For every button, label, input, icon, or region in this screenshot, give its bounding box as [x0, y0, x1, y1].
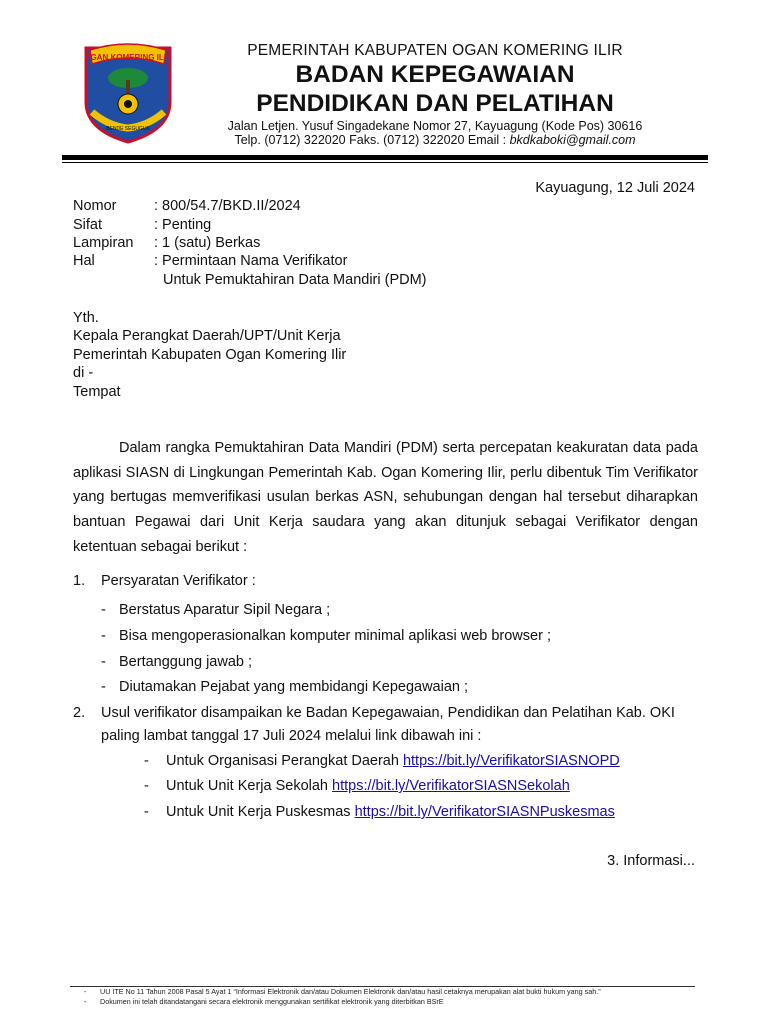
list-item-1-title: Persyaratan Verifikator :: [101, 573, 256, 589]
svg-text:OGAN KOMERING ILIR: OGAN KOMERING ILIR: [84, 53, 172, 62]
regency-logo: [78, 40, 178, 145]
recipient-line: Pemerintah Kabupaten Ogan Komering Ilir: [73, 347, 347, 363]
link-row-sekolah: [166, 777, 570, 795]
footer-dash: -: [84, 997, 87, 1006]
letterhead-divider-thick: [62, 155, 708, 160]
contact-phone-fax: Telp. (0712) 322020 Faks. (0712) 322020 Email :: [234, 133, 510, 147]
link-prefix: Untuk Unit Kerja Puskesmas: [166, 804, 355, 820]
svg-text:BENDE SEGUGUK: BENDE SEGUGUK: [106, 126, 150, 132]
meta-label-lampiran: Lampiran: [73, 235, 134, 251]
meta-label-hal: Hal: [73, 253, 95, 269]
dash-bullet: -: [101, 628, 106, 644]
letterhead-divider-thin: [62, 162, 708, 163]
requirement-item: Diutamakan Pejabat yang membidangi Kepegawaian ;: [119, 679, 469, 695]
list-number-2: 2.: [73, 705, 86, 721]
link-verifikator-puskesmas[interactable]: https://bit.ly/VerifikatorSIASNPuskesmas: [354, 804, 615, 820]
agency-name-line1: BADAN KEPEGAWAIAN: [295, 61, 575, 88]
list-number-1: 1.: [73, 573, 86, 589]
link-row-opd: [166, 752, 620, 770]
page-continuation: 3. Informasi...: [607, 853, 695, 869]
recipient-salutation: Yth.: [73, 310, 99, 326]
dash-bullet: -: [101, 654, 106, 670]
meta-label-nomor: Nomor: [73, 198, 117, 214]
agency-name-line2: PENDIDIKAN DAN PELATIHAN: [256, 90, 614, 117]
regency-emblem-icon: [78, 40, 178, 145]
requirement-item: Berstatus Aparatur Sipil Negara ;: [119, 602, 331, 618]
meta-label-sifat: Sifat: [73, 217, 103, 233]
meta-value-nomor: : 800/54.7/BKD.II/2024: [154, 198, 301, 214]
footer-note-ite: UU ITE No 11 Tahun 2008 Pasal 5 Ayat 1 “Informasi Elektronik dan/atau Dokumen Elektronik dan/atau hasil cetaknya merupakan alat bukti hukum yang sah.”: [100, 987, 601, 996]
meta-value-lampiran: : 1 (satu) Berkas: [154, 235, 261, 251]
recipient-line: di -: [73, 365, 94, 381]
meta-subject-continuation: Untuk Pemuktahiran Data Mandiri (PDM): [163, 272, 427, 288]
recipient-line: Tempat: [73, 384, 121, 400]
requirement-item: Bertanggung jawab ;: [119, 654, 253, 670]
link-row-puskesmas: [166, 803, 615, 821]
agency-address: Jalan Letjen. Yusuf Singadekane Nomor 27, Kayuagung (Kode Pos) 30616: [227, 119, 643, 133]
government-name: PEMERINTAH KABUPATEN OGAN KOMERING ILIR: [247, 42, 623, 59]
link-prefix: Untuk Organisasi Perangkat Daerah: [166, 753, 403, 769]
body-paragraph: Dalam rangka Pemuktahiran Data Mandiri (PDM) serta percepatan keakuratan data pada aplikasi SIASN di Lingkungan Pemerintah Kab. Ogan Komering Ilir, perlu dibentuk Tim Verifikator yang bertugas memverifikasi usulan berkas ASN, sehubungan dengan hal tersebut diharapkan bantuan Pegawai dari Unit Kerja saudara yang akan ditunjuk sebagai Verifikator dengan ketentuan sebagai berikut :: [73, 440, 698, 555]
letter-date: Kayuagung, 12 Juli 2024: [535, 180, 695, 196]
requirement-item: Bisa mengoperasionalkan komputer minimal aplikasi web browser ;: [119, 628, 551, 644]
dash-bullet: -: [144, 804, 149, 820]
dash-bullet: -: [144, 778, 149, 794]
dash-bullet: -: [101, 602, 106, 618]
footer-dash: -: [84, 987, 87, 996]
list-item-2-line1: Usul verifikator disampaikan ke Badan Kepegawaian, Pendidikan dan Pelatihan Kab. OKI: [101, 705, 675, 721]
list-item-2-line2: paling lambat tanggal 17 Juli 2024 melalui link dibawah ini :: [101, 728, 482, 744]
contact-email: bkdkaboki@gmail.com: [509, 133, 636, 147]
dash-bullet: -: [144, 753, 149, 769]
dash-bullet: -: [101, 679, 106, 695]
link-verifikator-sekolah[interactable]: https://bit.ly/VerifikatorSIASNSekolah: [332, 778, 570, 794]
agency-contact: [190, 133, 680, 147]
recipient-line: Kepala Perangkat Daerah/UPT/Unit Kerja: [73, 328, 341, 344]
meta-value-hal: : Permintaan Nama Verifikator: [154, 253, 348, 269]
footer-note-signature: Dokumen ini telah ditandatangani secara elektronik menggunakan sertifikat elektronik yang diterbitkan BSrE: [100, 997, 444, 1006]
meta-value-sifat: : Penting: [154, 217, 212, 233]
link-prefix: Untuk Unit Kerja Sekolah: [166, 778, 333, 794]
link-verifikator-opd[interactable]: https://bit.ly/VerifikatorSIASNOPD: [402, 753, 620, 769]
